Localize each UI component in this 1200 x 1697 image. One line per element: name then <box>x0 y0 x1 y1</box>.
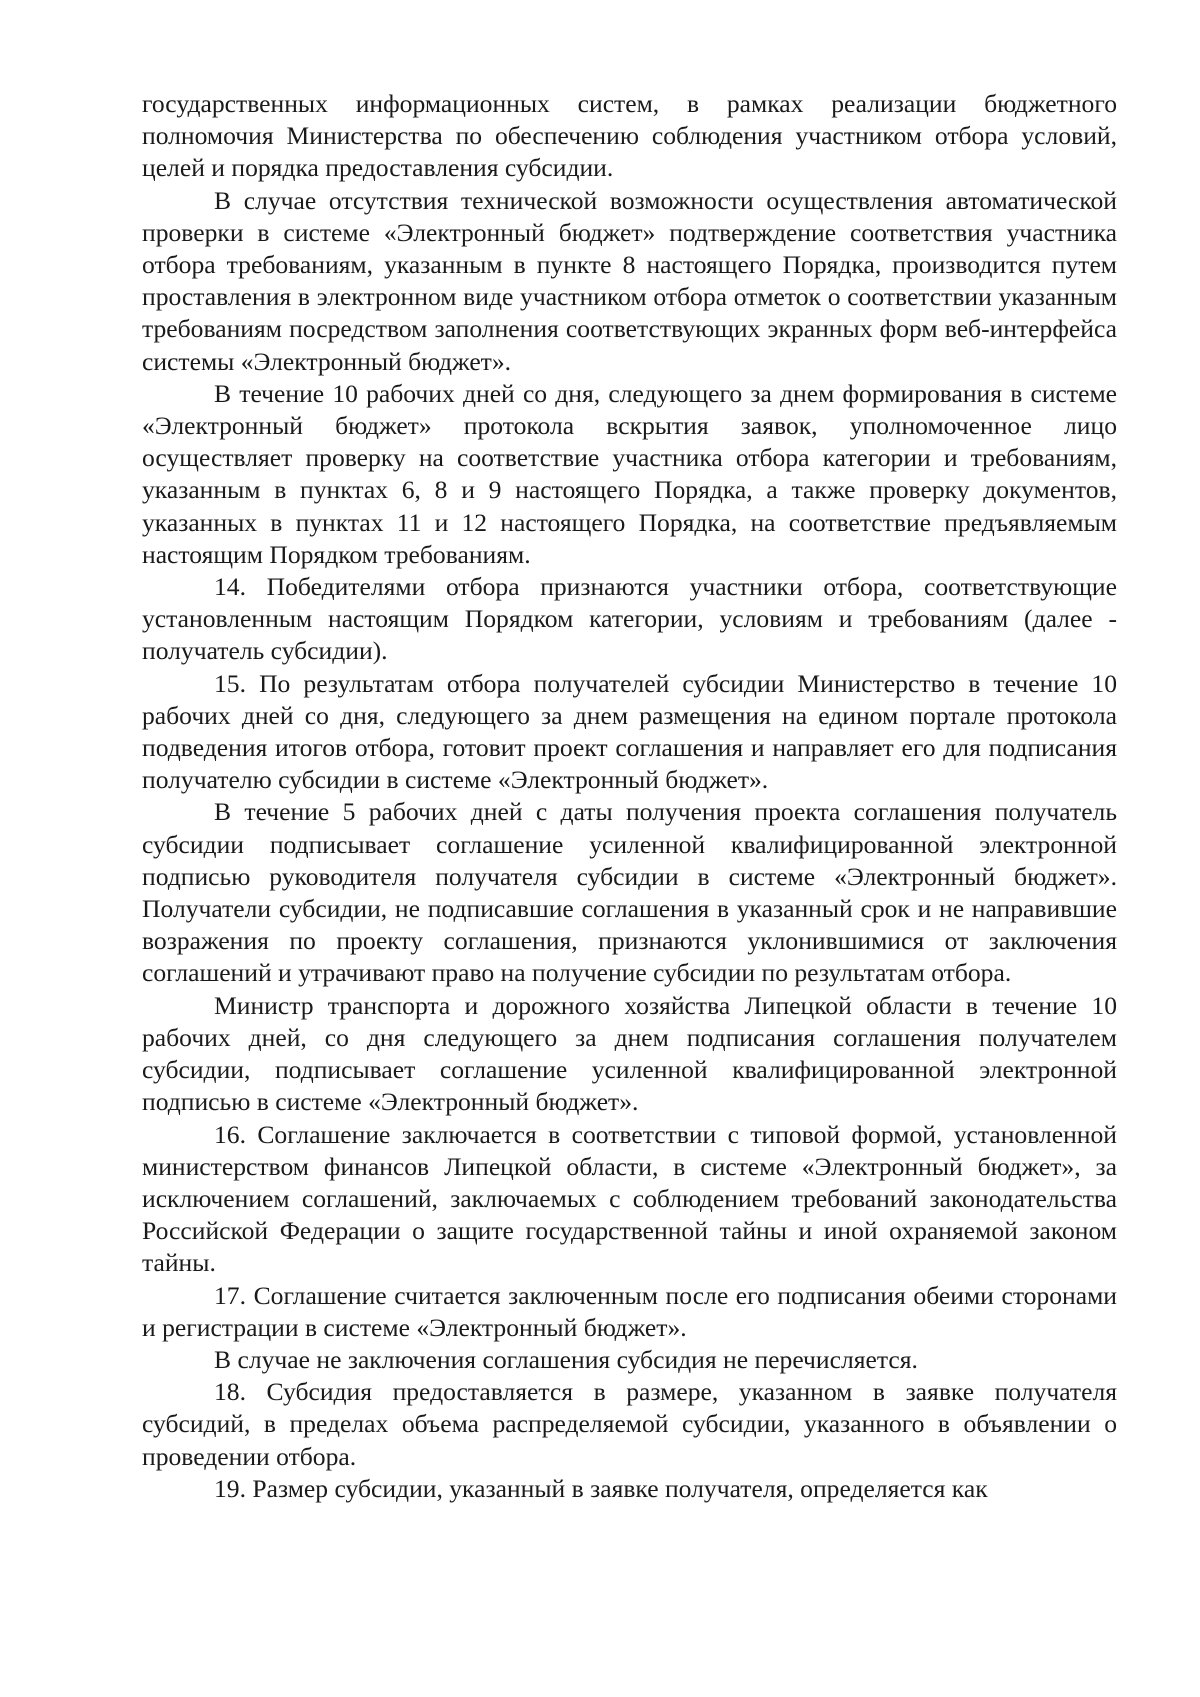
paragraph-continuation: государственных информационных систем, в рамках реализации бюджетного полномочия Министерства по обеспечению соблюдения участником отбора условий, целей и порядка предоставления субсидии. <box>142 89 1117 183</box>
paragraph-no-agreement: В случае не заключения соглашения субсидия не перечисляется. <box>214 1344 918 1374</box>
paragraph-16: 16. Соглашение заключается в соответствии с типовой формой, установленной министерством финансов Липецкой области, в системе «Электронный бюджет», за исключением соглашений, заключаемых с соблюдением требований законодательства Российской Федерации о защите государственной тайны и иной охраняемой законом тайны. <box>142 1119 1117 1278</box>
paragraph-15: 15. По результатам отбора получателей субсидии Министерство в течение 10 рабочих дней со дня, следующего за днем размещения на едином портале протокола подведения итогов отбора, готовит проект соглашения и направляет его для подписания получателю субсидии в системе «Электронный бюджет». <box>142 668 1117 795</box>
paragraph-17: 17. Соглашение считается заключенным после его подписания обеими сторонами и регистрации в системе «Электронный бюджет». <box>142 1280 1117 1342</box>
paragraph-verification-period: В течение 10 рабочих дней со дня, следующего за днем формирования в системе «Электронный бюджет» протокола вскрытия заявок, уполномоченное лицо осуществляет проверку на соответствие участника отбора категории и требованиям, указанным в пунктах 6, 8 и 9 настоящего Порядка, а также проверку документов, указанных в пунктах 11 и 12 настоящего Порядка, на соответствие предъявляемым настоящим Порядком требованиям. <box>142 378 1117 569</box>
paragraph-signing-period: В течение 5 рабочих дней с даты получения проекта соглашения получатель субсидии подписывает соглашение усиленной квалифицированной электронной подписью руководителя получателя субсидии в системе «Электронный бюджет». Получатели субсидии, не подписавшие соглашения в указанный срок и не направившие возражения по проекту соглашения, признаются уклонившимися от заключения соглашений и утрачивают право на получение субсидии по результатам отбора. <box>142 797 1117 988</box>
paragraph-14: 14. Победителями отбора признаются участники отбора, соответствующие установленным настоящим Порядком категории, условиям и требованиям (далее - получатель субсидии). <box>142 572 1117 666</box>
paragraph-minister-signing: Министр транспорта и дорожного хозяйства Липецкой области в течение 10 рабочих дней, со дня следующего за днем подписания соглашения получателем субсидии, подписывает соглашение усиленной квалифицированной электронной подписью в системе «Электронный бюджет». <box>142 990 1117 1117</box>
document-body <box>142 88 1117 1505</box>
paragraph-technical-check: В случае отсутствия технической возможности осуществления автоматической проверки в системе «Электронный бюджет» подтверждение соответствия участника отбора требованиям, указанным в пункте 8 настоящего Порядка, производится путем проставления в электронном виде участником отбора отметок о соответствии указанным требованиям посредством заполнения соответствующих экранных форм веб-интерфейса системы «Электронный бюджет». <box>142 185 1117 376</box>
paragraph-18: 18. Субсидия предоставляется в размере, указанном в заявке получателя субсидий, в пределах объема распределяемой субсидии, указанного в объявлении о проведении отбора. <box>142 1377 1117 1471</box>
paragraph-19: 19. Размер субсидии, указанный в заявке получателя, определяется как <box>214 1473 988 1503</box>
